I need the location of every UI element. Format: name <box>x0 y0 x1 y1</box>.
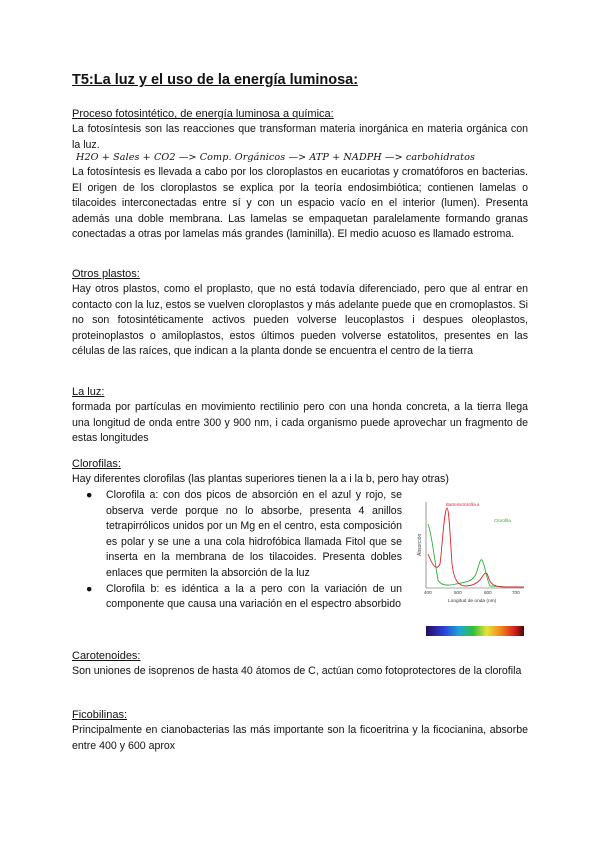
paragraph-clorofilas-intro: Hay diferentes clorofilas (las plantas superiores tienen la a i la b, pero hay otras) <box>72 473 449 485</box>
list-item-clorofila-b <box>86 582 402 613</box>
heading-luz: La luz: <box>72 386 105 398</box>
figure-tick-label: 700 <box>512 590 520 595</box>
clorofilas-list <box>86 488 402 613</box>
figure-xlabel: Longitud de onda (nm) <box>448 599 497 604</box>
heading-plastos: Otros plastos: <box>72 268 140 280</box>
heading-ficobilinas: Ficobilinas: <box>72 709 128 721</box>
absorption-spectrum-figure <box>414 494 528 640</box>
figure-label-red: Bacterioclorofila a <box>446 502 480 507</box>
formula-fotosintesis: H2O + Sales + CO2 —> Comp. Orgánicos —> ATP + NADPH —> carbohidratos <box>76 152 476 163</box>
figure-label-green: Clorofila <box>494 518 511 523</box>
paragraph-luz: formada por partículas en movimiento rectilinio pero con una honda concreta, a la tierra llega una longitud de onda entre 300 y 900 nm, i cada organismo puede aprovechar un fragmento de estas longitudes <box>72 401 528 445</box>
figure-tick-label: 500 <box>454 590 462 595</box>
bullet-icon: ● <box>86 582 93 595</box>
paragraph-proceso-body: La fotosíntesis es llevada a cabo por los cloroplastos en eucariotas y cromatóforos en bacterias. El origen de los cloroplastos se explica por la teoría endosimbiótica; contienen lamelas o tilacoides interconectadas entre sí y con un espacio vacío en el interior (lumen). Presenta además una doble membrana. Las lamelas se empaquetan paralelamente formando granas conectadas a otras por lamelas más grandes (laminilla). El medio acuoso es llamado estroma. <box>72 166 528 241</box>
page-title: T5:La luz y el uso de la energía luminosa: <box>72 72 359 88</box>
heading-clorofilas: Clorofilas: <box>72 458 121 470</box>
figure-background <box>414 494 528 640</box>
visible-spectrum-bar <box>426 626 524 636</box>
heading-proceso: Proceso fotosintético, de energía luminosa a química: <box>72 108 334 120</box>
figure-ylabel: Absorción <box>417 533 423 556</box>
list-item-text: Clorofila b: es idéntica a la a pero con la variación de un componente que causa una variación en el espectro absorbido <box>106 582 402 611</box>
heading-carotenoides: Carotenoides: <box>72 650 141 662</box>
paragraph-ficobilinas: Principalmente en cianobacterias las más importante son la ficoeritrina y la ficocianina, absorbe entre 400 y 600 aprox <box>72 724 528 752</box>
paragraph-proceso-intro: La fotosíntesis son las reacciones que transforman materia inorgánica en materia orgánica con la luz. <box>72 123 528 151</box>
list-item-clorofila-a <box>86 488 402 582</box>
figure-tick-label: 600 <box>484 590 492 595</box>
paragraph-plastos: Hay otros plastos, como el proplasto, que no está todavía diferenciado, pero que al entrar en contacto con la luz, estos se vuelven cloroplastos y más adelante puede que en cromoplastos. Si no son fotosintéticamente activos pueden volverse leucoplastos i despues oleoplastos, proteinoplastos o amiloplastos, estos últimos pueden volverse estatolitos, presentes en las células de las raíces, que indican a la planta donde se encuentra el centro de la tierra <box>72 283 528 358</box>
figure-tick-label: 400 <box>424 590 432 595</box>
paragraph-carotenoides: Son uniones de isoprenos de hasta 40 átomos de C, actúan como fotoprotectores de la clorofila <box>72 665 522 677</box>
bullet-icon: ● <box>86 489 93 501</box>
list-item-text: Clorofila a: con dos picos de absorción en el azul y rojo, se observa verde porque no lo absorbe, presenta 4 anillos tetrapirrólicos unidos por un Mg en el centro, esta composición es polar y se une a una cola hidrofóbica llamada Fitol que se inserta en la membrana de los tilacoides. Presenta dobles enlaces que permiten la absorción de la luz <box>106 489 402 579</box>
